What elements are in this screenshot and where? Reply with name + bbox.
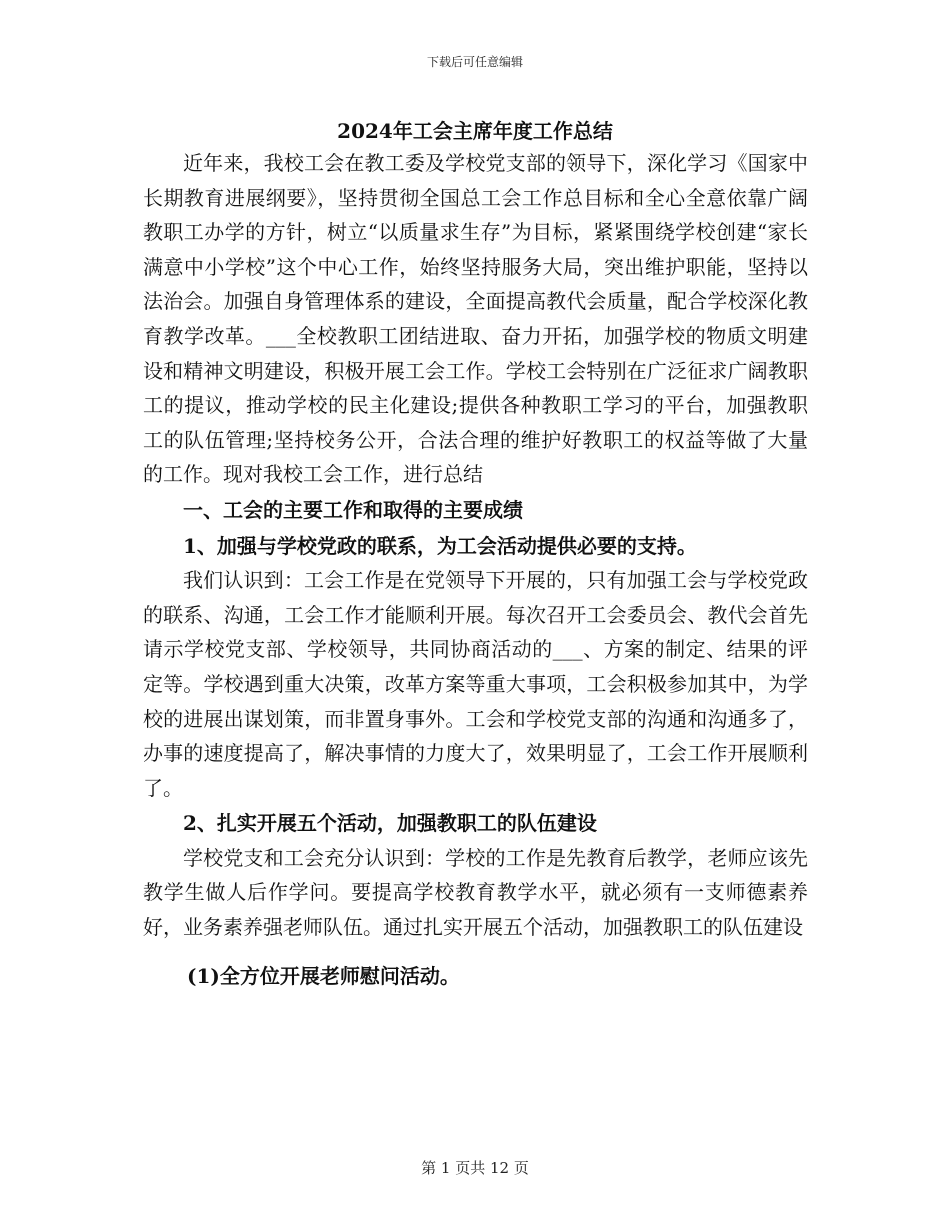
subsection-heading-1: 1、加强与学校党政的联系，为工会活动提供必要的支持。 bbox=[183, 533, 697, 558]
paragraph-party-liaison: 我们认识到：工会工作是在党领导下开展的，只有加强工会与学校党政的联系、沟通，工会工作才能顺利开展。每次召开工会委员会、教代会首先请示学校党支部、学校领导，共同协商活动的___、方案的制定、结果的评定等。学校遇到重大决策，改革方案等重大事项，工会积极参加其中，为学校的进展出谋划策，而非置身事外。工会和学校党支部的沟通和沟通多了，办事的速度提高了，解决事情的力度大了，效果明显了，工会工作开展顺利了。 bbox=[143, 568, 808, 800]
subsection-heading-2: 2、扎实开展五个活动，加强教职工的队伍建设 bbox=[183, 811, 597, 836]
paragraph-staff-building: 学校党支和工会充分认识到：学校的工作是先教育后教学，老师应该先教学生做人后作学问。要提高学校教育教学水平，就必须有一支师德素养好，业务素养强老师队伍。通过扎实开展五个活动，加强教职工的队伍建设 bbox=[143, 845, 808, 940]
item-heading-1: (1)全方位开展老师慰问活动。 bbox=[187, 963, 460, 988]
document-body bbox=[143, 146, 808, 993]
document-title: 2024年工会主席年度工作总结 bbox=[337, 119, 613, 143]
paragraph-intro: 近年来，我校工会在教工委及学校党支部的领导下，深化学习《国家中长期教育进展纲要》，坚持贯彻全国总工会工作总目标和全心全意依靠广阔教职工办学的方针，树立“以质量求生存”为目标，紧紧围绕学校创建“家长满意中小学校”这个中心工作，始终坚持服务大局，突出维护职能，坚持以法治会。加强自身管理体系的建设，全面提高教代会质量，配合学校深化教育教学改革。___全校教职工团结进取、奋力开拓，加强学校的物质文明建设和精神文明建设，积极开展工会工作。学校工会特别在广泛征求广阔教职工的提议，推动学校的民主化建设;提供各种教职工学习的平台，加强教职工的队伍管理;坚持校务公开，合法合理的维护好教职工的权益等做了大量的工作。现对我校工会工作，进行总结 bbox=[143, 151, 808, 487]
section-heading-1: 一、工会的主要工作和取得的主要成绩 bbox=[183, 497, 523, 522]
page-number: 第 1 页共 12 页 bbox=[421, 1159, 529, 1177]
header-note: 下载后可任意编辑 bbox=[426, 55, 523, 69]
